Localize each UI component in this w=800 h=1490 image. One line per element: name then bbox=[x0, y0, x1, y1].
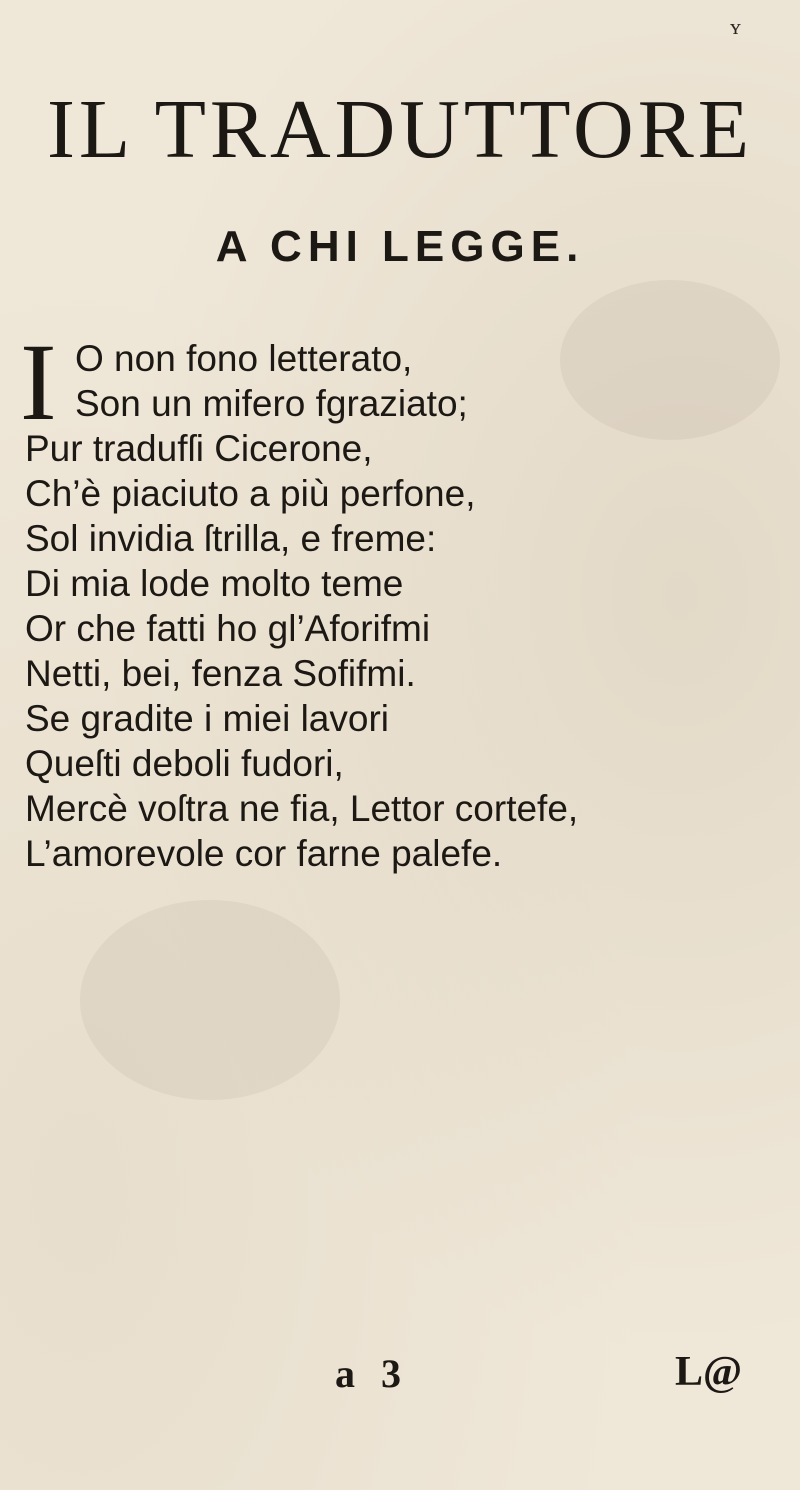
poem-line: Or che fatti ho gl’Aforifmi bbox=[25, 608, 431, 649]
poem-line: L’amorevole cor farne palefe. bbox=[25, 833, 503, 874]
top-ornament-mark: ʏ bbox=[730, 14, 741, 39]
poem-line: Netti, bei, fenza Sofifmi. bbox=[25, 653, 416, 694]
drop-cap: I bbox=[20, 321, 57, 443]
poem-line: Son un mifero fgraziato; bbox=[75, 383, 468, 424]
page-title: IL TRADUTTORE bbox=[46, 83, 754, 176]
catchword: L@ bbox=[675, 1349, 743, 1395]
page-subtitle: A CHI LEGGE. bbox=[215, 222, 585, 271]
paper-stain bbox=[80, 900, 340, 1100]
poem-line: Se gradite i miei lavori bbox=[25, 698, 389, 739]
poem-line: Queſti deboli fudori, bbox=[25, 743, 344, 784]
poem-line: O non fono letterato, bbox=[75, 338, 413, 379]
poem-line: Pur tradufſi Cicerone, bbox=[25, 428, 373, 469]
signature-mark: a 3 bbox=[335, 1351, 409, 1396]
poem-line: Di mia lode molto teme bbox=[25, 563, 404, 604]
paper-stain bbox=[560, 280, 780, 440]
poem-line: Sol invidia ſtrilla, e freme: bbox=[25, 518, 437, 559]
poem-line: Mercè voſtra ne fia, Lettor cortefe, bbox=[25, 788, 579, 829]
poem-line: Ch’è piaciuto a più perfone, bbox=[25, 473, 476, 514]
